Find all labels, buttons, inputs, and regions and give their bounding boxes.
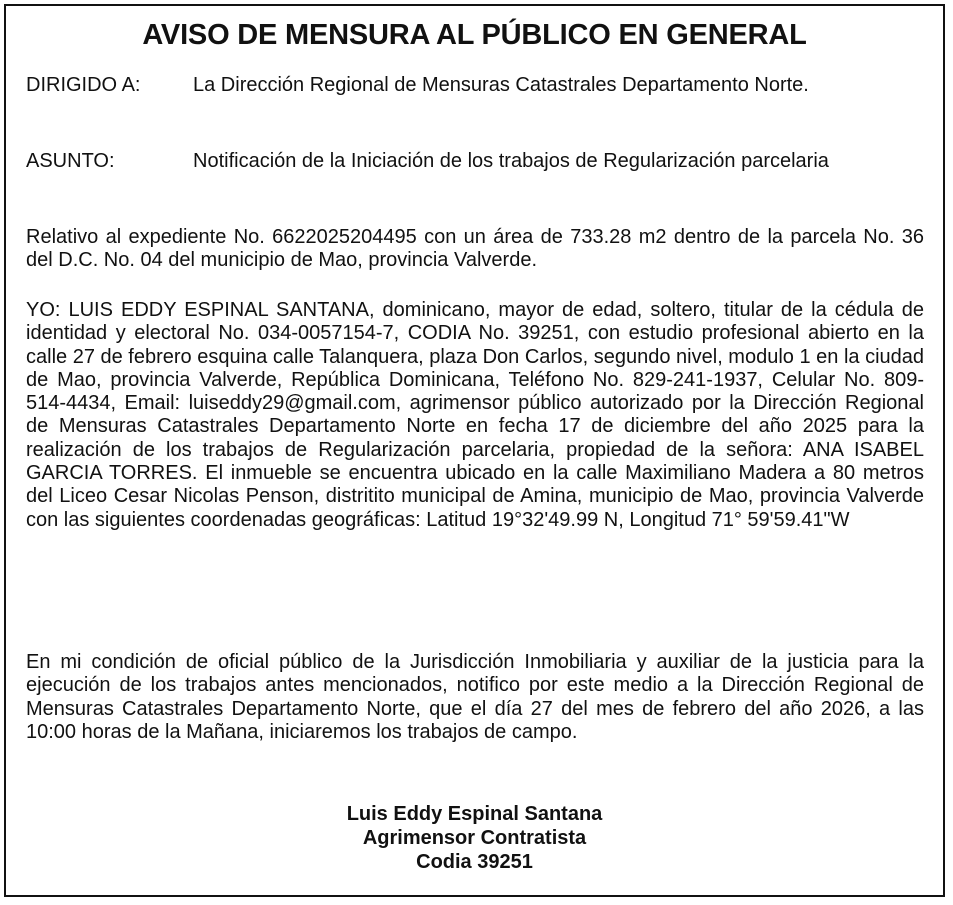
notice-title: AVISO DE MENSURA AL PÚBLICO EN GENERAL [142,19,807,51]
signature-block [6,802,943,874]
subject-value: Notificación de la Iniciación de los trabajos de Regularización parcelaria [193,150,829,172]
notice-frame [4,4,945,897]
notification-paragraph: En mi condición de oficial público de la Jurisdicción Inmobiliaria y auxiliar de la justicia para la ejecución de los trabajos antes mencionados, notifico por este medio a la Dirección Regional de Mensuras Catastrales Departamento Norte, que el día 27 del mes de febrero del año 2026, a las 10:00 horas de la Mañana, iniciaremos los trabajos de campo. [26,651,924,743]
subject-label: ASUNTO: [26,150,115,172]
signature-role: Agrimensor Contratista [362,827,587,849]
addressee-label: DIRIGIDO A: [26,74,141,96]
surveyor-declaration-paragraph: YO: LUIS EDDY ESPINAL SANTANA, dominicano, mayor de edad, soltero, titular de la cédula de identidad y electoral No. 034-0057154-7, CODIA No. 39251, con estudio profesional abierto en la calle 27 de febrero esquina calle Talanquera, plaza Don Carlos, segundo nivel, modulo 1 en la ciudad de Mao, provincia Valverde, República Dominicana, Teléfono No. 829-241-1937, Celular No. 809-514-4434, Email: luiseddy29@gmail.com, agrimensor público autorizado por la Dirección Regional de Mensuras Catastrales Departamento Norte en fecha 17 de diciembre del año 2025 para la realización de los trabajos de Regularización parcelaria, propiedad de la señora: ANA ISABEL GARCIA TORRES. El inmueble se encuentra ubicado en la calle Maximiliano Madera a 80 metros del Liceo Cesar Nicolas Penson, distritito municipal de Amina, municipio de Mao, provincia Valverde con las siguientes coordenadas geográficas: Latitud 19°32'49.99 N, Longitud 71° 59'59.41"W [26,299,924,531]
file-reference-paragraph: Relativo al expediente No. 6622025204495 con un área de 733.28 m2 dentro de la parcela No. 36 del D.C. No. 04 del municipio de Mao, provincia Valverde. [26,226,924,272]
addressee-field [26,74,924,97]
signature-codia: Codia 39251 [416,851,533,873]
signature-name: Luis Eddy Espinal Santana [346,803,603,825]
subject-field [26,150,924,173]
addressee-value: La Dirección Regional de Mensuras Catastrales Departamento Norte. [193,74,809,96]
